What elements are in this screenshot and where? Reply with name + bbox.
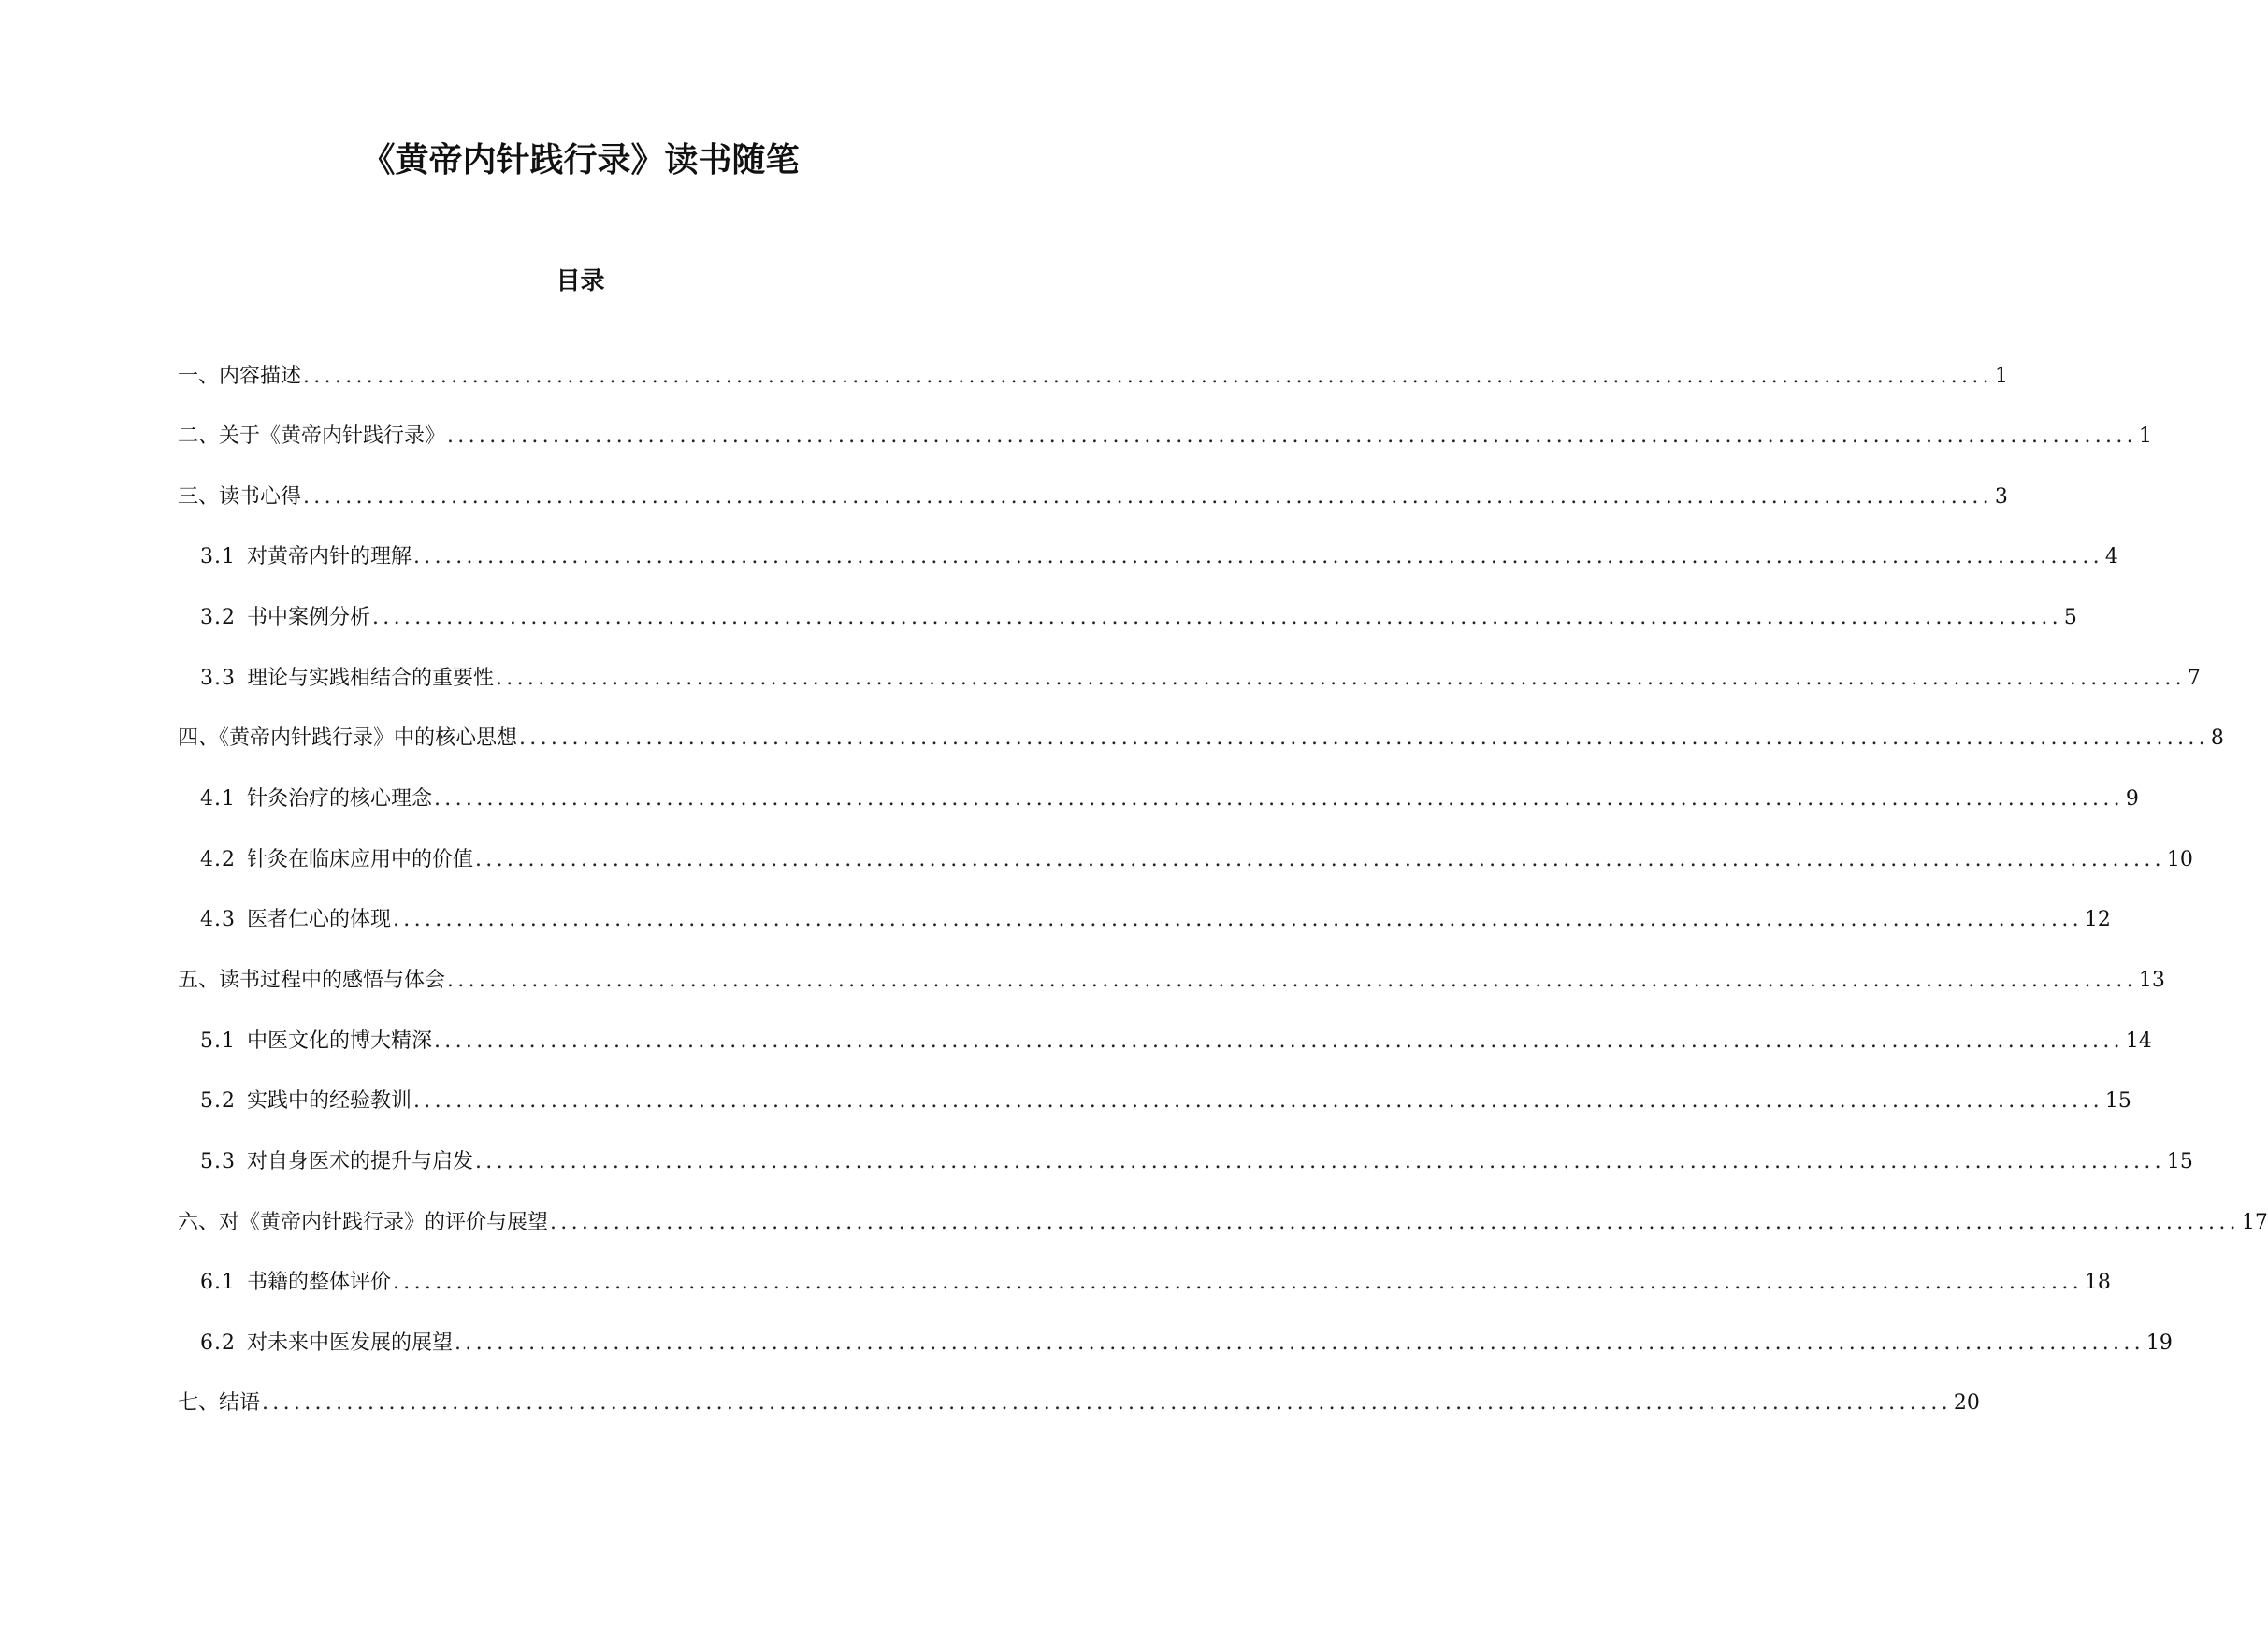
toc-entry-page: 4 — [2104, 545, 2118, 568]
toc-entry-label: 对自身医术的提升与启发 — [247, 1150, 474, 1173]
toc-entry-number: 6.2 — [200, 1331, 236, 1355]
toc-entry-label: 一、内容描述 — [178, 365, 302, 388]
toc-entry-label: 针灸治疗的核心理念 — [247, 787, 433, 811]
toc-leader-dots: ................................................................................................................................................................ — [519, 726, 2209, 750]
toc-entry-number: 3.3 — [200, 667, 236, 690]
toc-entry[interactable] — [200, 1327, 2173, 1360]
toc-entry-label: 对未来中医发展的展望 — [247, 1331, 454, 1355]
toc-entry-page: 18 — [2084, 1271, 2111, 1294]
toc-entry-label: 医者仁心的体现 — [247, 908, 392, 931]
toc-leader-dots: ................................................................................................................................................................ — [413, 1089, 2103, 1113]
toc-entry-label: 二、关于《黄帝内针践行录》 — [178, 424, 446, 448]
toc-entry[interactable] — [200, 1025, 2152, 1058]
toc-leader-dots: ................................................................................................................................................................ — [447, 969, 2137, 992]
toc-entry-page: 5 — [2063, 606, 2077, 629]
toc-entry-page: 15 — [2166, 1150, 2193, 1173]
toc-entry-label: 理论与实践相结合的重要性 — [247, 667, 495, 690]
toc-leader-dots: ................................................................................................................................................................ — [434, 1029, 2124, 1053]
toc-entry-number: 5.3 — [200, 1150, 236, 1173]
toc-entry-page: 1 — [1994, 365, 2008, 388]
toc-entry-page: 15 — [2104, 1089, 2131, 1113]
toc-entry-label: 三、读书心得 — [178, 485, 302, 509]
toc-entry-label: 六、对《黄帝内针践行录》的评价与展望 — [178, 1211, 549, 1234]
toc-entry-page: 14 — [2125, 1029, 2152, 1053]
toc-entry[interactable] — [200, 843, 2193, 877]
toc-leader-dots: ................................................................................................................................................................ — [393, 1271, 2083, 1294]
toc-entry[interactable] — [200, 601, 2077, 635]
toc-entry[interactable] — [178, 420, 2152, 453]
toc-entry[interactable] — [200, 903, 2111, 937]
toc-leader-dots: ................................................................................................................................................................ — [434, 787, 2124, 811]
toc-leader-dots: ................................................................................................................................................................ — [303, 485, 1993, 509]
toc-leader-dots: ................................................................................................................................................................ — [372, 606, 2062, 629]
toc-leader-dots: ................................................................................................................................................................ — [393, 908, 2083, 931]
toc-entry[interactable] — [200, 783, 2139, 816]
toc-leader-dots: ................................................................................................................................................................ — [475, 848, 2165, 871]
toc-entry-number: 3.2 — [200, 606, 236, 629]
toc-entry-number: 5.2 — [200, 1089, 236, 1113]
toc-entry-page: 7 — [2187, 667, 2201, 690]
toc-entry[interactable] — [178, 481, 2008, 514]
toc-entry-page: 10 — [2166, 848, 2193, 871]
toc-entry-label: 实践中的经验教训 — [247, 1089, 412, 1113]
toc-entry[interactable] — [200, 1145, 2193, 1179]
toc-entry-label: 五、读书过程中的感悟与体会 — [178, 969, 446, 992]
toc-entry-page: 1 — [2138, 424, 2152, 448]
toc-leader-dots: ................................................................................................................................................................ — [550, 1211, 2240, 1234]
document-title: 《黄帝内针践行录》读书随笔 — [361, 141, 800, 180]
toc-entry-number: 4.3 — [200, 908, 236, 931]
toc-entry-page: 3 — [1994, 485, 2008, 509]
toc-entry-label: 七、结语 — [178, 1391, 261, 1415]
toc-entry[interactable] — [178, 360, 2008, 394]
toc-entry-number: 3.1 — [200, 545, 236, 568]
toc-entry[interactable] — [178, 1206, 2268, 1240]
toc-entry[interactable] — [178, 964, 2165, 998]
toc-entry-number: 6.1 — [200, 1271, 236, 1294]
toc-entry-label: 书籍的整体评价 — [247, 1271, 392, 1294]
toc-heading: 目录 — [556, 267, 605, 295]
toc-entry-page: 13 — [2138, 969, 2165, 992]
toc-leader-dots: ................................................................................................................................................................ — [303, 365, 1993, 388]
toc-entry[interactable] — [178, 1387, 1980, 1420]
toc-entry-number: 5.1 — [200, 1029, 236, 1053]
toc-entry[interactable] — [200, 1085, 2131, 1118]
toc-entry-number: 4.2 — [200, 848, 236, 871]
toc-leader-dots: ................................................................................................................................................................ — [447, 424, 2137, 448]
toc-leader-dots: ................................................................................................................................................................ — [475, 1150, 2165, 1173]
toc-entry-page: 12 — [2084, 908, 2111, 931]
toc-entry-label: 针灸在临床应用中的价值 — [247, 848, 474, 871]
toc-entry-page: 19 — [2145, 1331, 2173, 1355]
toc-entry[interactable] — [200, 662, 2201, 696]
toc-entry-label: 中医文化的博大精深 — [247, 1029, 433, 1053]
toc-entry-label: 书中案例分析 — [247, 606, 371, 629]
toc-entry-label: 四、《黄帝内针践行录》中的核心思想 — [178, 726, 518, 750]
toc-entry[interactable] — [200, 540, 2118, 574]
toc-entry-page: 8 — [2210, 726, 2224, 750]
toc-entry-number: 4.1 — [200, 787, 236, 811]
toc-entry-page: 9 — [2125, 787, 2139, 811]
toc-entry-page: 17 — [2241, 1211, 2268, 1234]
toc-entry[interactable] — [178, 722, 2224, 755]
toc-leader-dots: ................................................................................................................................................................ — [413, 545, 2103, 568]
toc-entry-page: 20 — [1953, 1391, 1980, 1415]
toc-entry-label: 对黄帝内针的理解 — [247, 545, 412, 568]
toc-leader-dots: ................................................................................................................................................................ — [496, 667, 2186, 690]
toc-entry[interactable] — [200, 1266, 2111, 1300]
toc-leader-dots: ................................................................................................................................................................ — [262, 1391, 1952, 1415]
toc-leader-dots: ................................................................................................................................................................ — [455, 1331, 2145, 1355]
